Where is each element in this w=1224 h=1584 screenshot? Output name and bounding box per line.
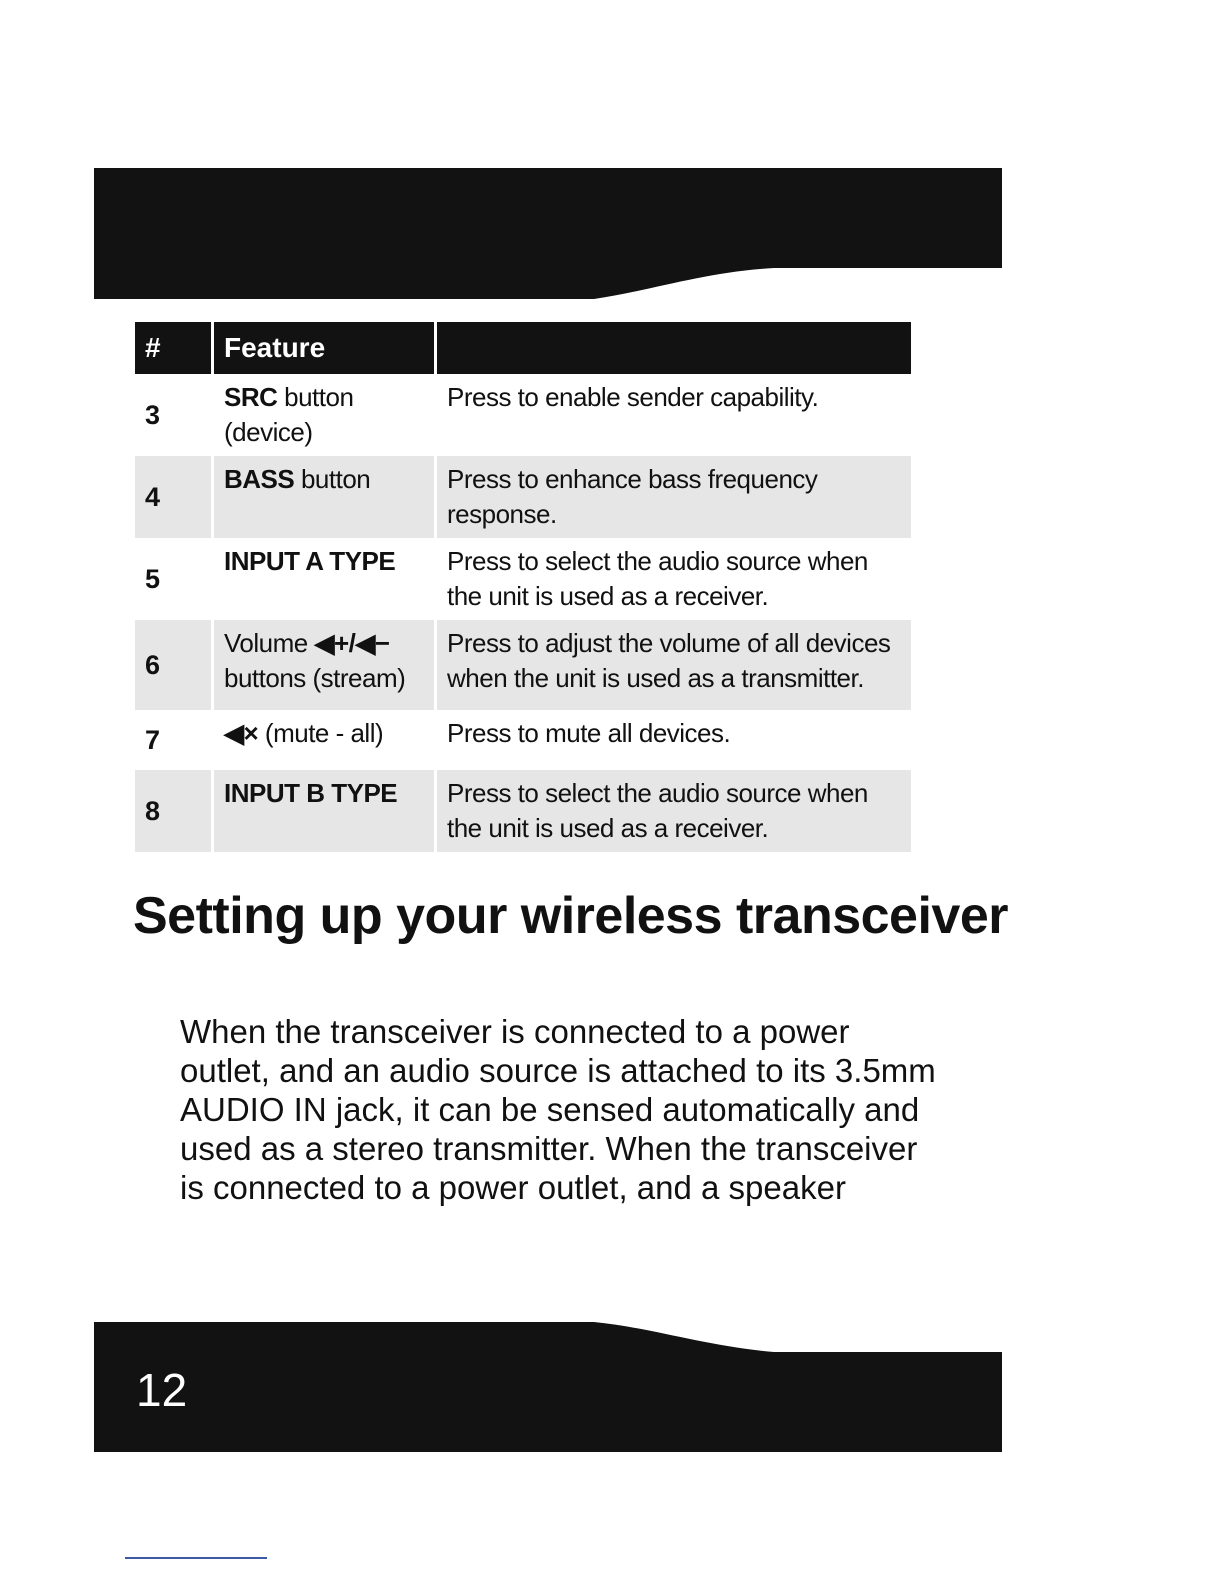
feature-text: (mute - all): [258, 718, 384, 748]
section-heading: Setting up your wireless transceiver: [133, 887, 1008, 945]
page-number: 12: [136, 1364, 188, 1416]
table-row: [135, 538, 911, 620]
mute-icon: ◀×: [224, 718, 259, 748]
row-number: 6: [135, 620, 214, 710]
row-feature: [214, 710, 437, 770]
row-number: 8: [135, 770, 214, 852]
table-row: [135, 770, 911, 852]
row-number: 4: [135, 456, 214, 538]
header-number: #: [135, 322, 214, 374]
table-header-row: [135, 322, 911, 374]
table-row: [135, 710, 911, 770]
row-description: Press to select the audio source when the unit is used as a receiver.: [447, 546, 868, 611]
feature-bold: INPUT A TYPE: [224, 546, 396, 576]
row-description: Press to enhance bass frequency response.: [437, 456, 911, 538]
features-table: [135, 322, 911, 852]
row-description: Press to enable sender capability.: [447, 382, 819, 412]
row-description: Press to select the audio source when the unit is used as a receiver.: [437, 770, 911, 852]
feature-text-volume: Volume: [224, 628, 315, 658]
table-row: [135, 456, 911, 538]
footer-rule: [125, 1557, 267, 1559]
feature-bold: INPUT B TYPE: [224, 778, 398, 808]
feature-bold: BASS: [224, 464, 295, 494]
volume-up-down-icon: ◀+/◀−: [314, 628, 390, 658]
bottom-banner: [94, 1322, 1002, 1452]
header-feature: Feature: [214, 322, 437, 374]
row-feature: [214, 374, 437, 456]
row-number: 5: [135, 538, 214, 620]
row-number: 3: [135, 374, 214, 456]
table-row: [135, 374, 911, 456]
top-banner: [94, 168, 1002, 299]
row-description: Press to adjust the volume of all devices when the unit is used as a transmitter.: [437, 620, 911, 710]
row-feature: [214, 620, 437, 710]
table-row: [135, 620, 911, 710]
feature-text: button: [294, 464, 371, 494]
row-feature: [214, 770, 437, 852]
row-description: Press to mute all devices.: [447, 718, 731, 748]
feature-text: buttons (stream): [224, 663, 406, 693]
feature-bold: SRC: [224, 382, 278, 412]
row-feature: [214, 538, 437, 620]
header-description: [437, 322, 911, 374]
section-body: When the transceiver is connected to a power outlet, and an audio source is attached to its 3.5mm AUDIO IN jack, it can be sensed automatically and used as a stereo transmitter. When the transceiver is connected to a power outlet, and a speaker: [180, 1013, 936, 1206]
row-number: 7: [135, 710, 214, 770]
row-feature: [214, 456, 437, 538]
feature-text: button (device): [224, 382, 354, 447]
